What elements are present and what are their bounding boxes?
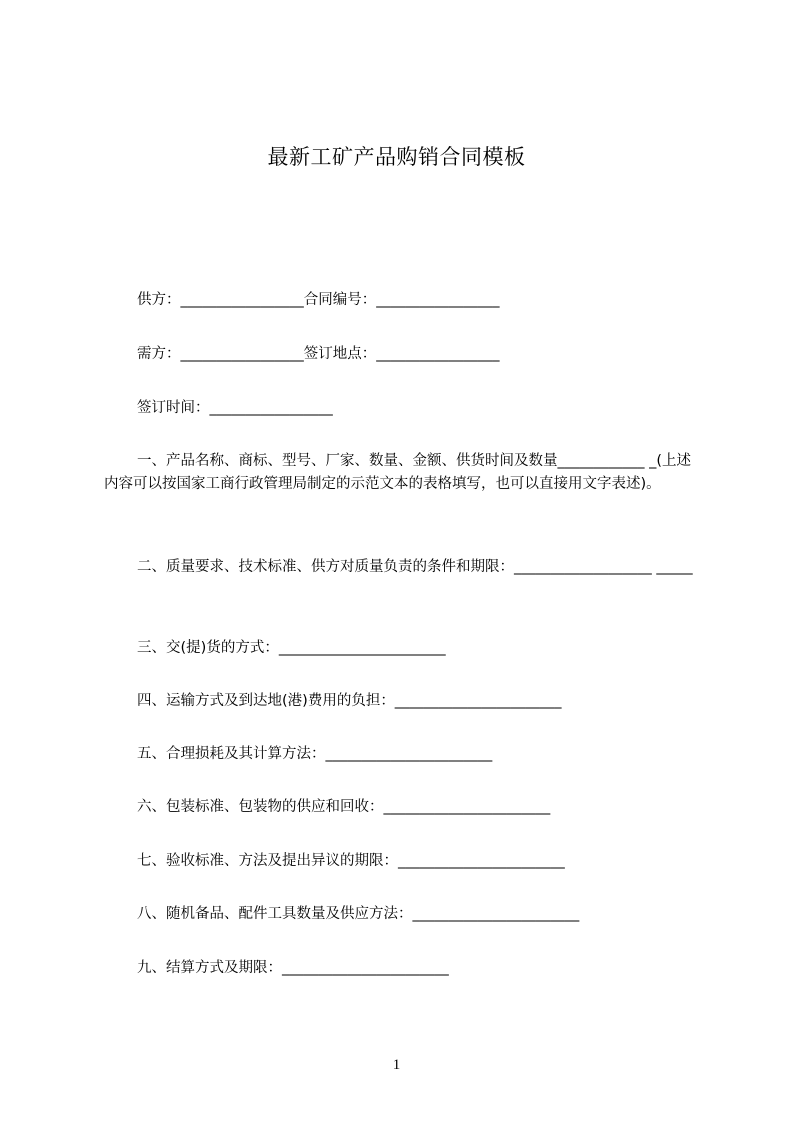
clause-8: 八、随机备品、配件工具数量及供应方法：_______________________: [137, 906, 580, 922]
clause-3: 三、交(提)货的方式：_______________________: [137, 640, 446, 656]
clause-4: 四、运输方式及到达地(港)费用的负担：_______________________: [137, 693, 562, 709]
sign-time-line: [137, 398, 333, 418]
supplier-line: [137, 290, 500, 310]
buyer-field: 需方：_________________: [137, 346, 304, 362]
sign-time-field: 签订时间：_________________: [137, 400, 333, 416]
clause-7: 七、验收标准、方法及提出异议的期限：_______________________: [137, 853, 565, 869]
clause-6: 六、包装标准、包装物的供应和回收：_______________________: [137, 799, 551, 815]
supplier-field: 供方：_________________: [137, 292, 304, 308]
clause-5: 五、合理损耗及其计算方法：_______________________: [137, 746, 493, 762]
contract-number-field: 合同编号：_________________: [303, 292, 500, 308]
document-title: 最新工矿产品购销合同模板: [267, 145, 526, 169]
page-number: 1: [392, 1057, 401, 1073]
clause-2: 二、质量要求、技术标准、供方对质量负责的条件和期限：___________________ _____: [137, 559, 693, 575]
buyer-line: [137, 344, 500, 364]
clause-9: 九、结算方式及期限：_______________________: [137, 960, 449, 976]
clause-1: 一、产品名称、商标、型号、厂家、数量、金额、供货时间及数量____________ _(上述内容可以按国家工商行政管理局制定的示范文本的表格填写，也可以直接用文字表述)。: [104, 453, 692, 492]
sign-place-field: 签订地点：_________________: [303, 346, 500, 362]
